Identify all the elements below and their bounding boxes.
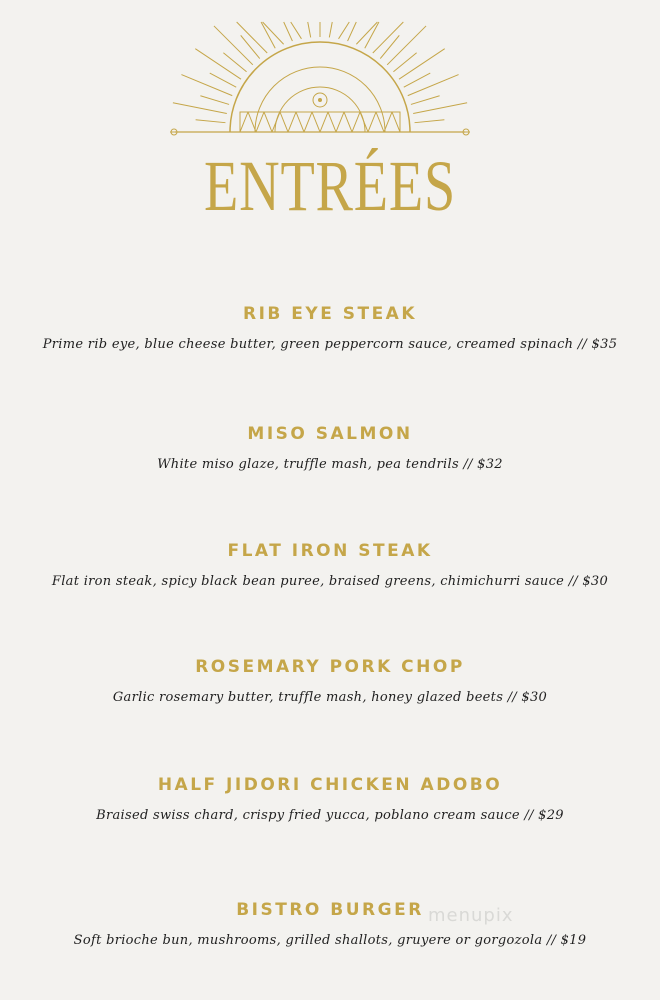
sunburst-ornament-icon bbox=[170, 20, 470, 145]
menu-item bbox=[0, 773, 660, 825]
menu-item bbox=[0, 422, 660, 474]
menu-item bbox=[0, 302, 660, 354]
menu-item bbox=[0, 655, 660, 707]
menu-item bbox=[0, 539, 660, 591]
menu-item-name: BISTRO BURGER bbox=[236, 900, 424, 920]
menu-item-description: Garlic rosemary butter, truffle mash, honey glazed beets // $30 bbox=[112, 690, 548, 705]
menu-item-description: Prime rib eye, blue cheese butter, green peppercorn sauce, creamed spinach // $35 bbox=[42, 337, 618, 352]
menu-item bbox=[0, 898, 660, 950]
menu-item-description: Flat iron steak, spicy black bean puree, braised greens, chimichurri sauce // $30 bbox=[51, 574, 609, 589]
menu-item-description: White miso glaze, truffle mash, pea tendrils // $32 bbox=[157, 457, 503, 472]
menu-item-name: ROSEMARY PORK CHOP bbox=[195, 657, 465, 677]
menu-item-name: HALF JIDORI CHICKEN ADOBO bbox=[157, 775, 503, 795]
menu-item-name: RIB EYE STEAK bbox=[242, 304, 418, 324]
menu-item-name: FLAT IRON STEAK bbox=[227, 541, 433, 561]
page-title: ENTRÉES bbox=[204, 146, 456, 226]
menu-item-name: MISO SALMON bbox=[247, 424, 413, 444]
menu-item-description: Soft brioche bun, mushrooms, grilled shallots, gruyere or gorgozola // $19 bbox=[73, 933, 587, 948]
watermark: menupix bbox=[428, 905, 514, 926]
menu-item-description: Braised swiss chard, crispy fried yucca, poblano cream sauce // $29 bbox=[96, 808, 564, 823]
